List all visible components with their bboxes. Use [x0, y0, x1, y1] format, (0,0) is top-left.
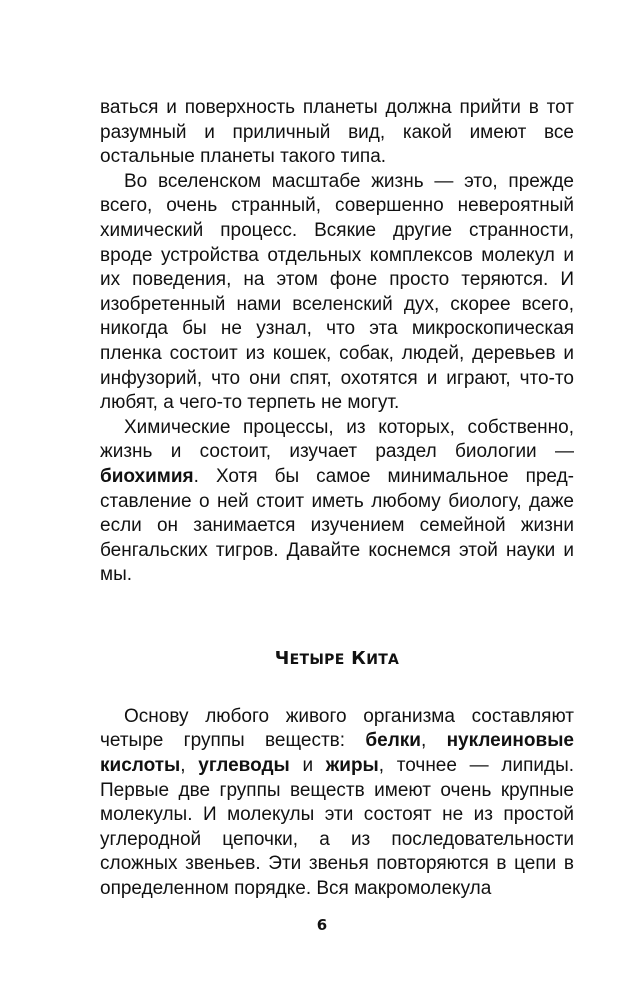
separator: и	[289, 755, 326, 777]
paragraph-universe	[100, 170, 574, 416]
paragraph-text: Химические процессы, из которых, собственно, жизнь и состоит, изучает раздел биологии —	[100, 416, 574, 463]
paragraph-four-groups	[100, 705, 574, 902]
paragraph-continuation	[100, 96, 574, 170]
heading-rest: ИТА	[366, 651, 400, 668]
section-heading	[100, 646, 574, 672]
paragraph-text: . Хотя бы самое минимальное представление о ней стоит иметь любому биологу, даже если он занимается изучением семейной жизни бенгальских тигров. Давайте коснемся этой науки и мы.	[100, 465, 574, 586]
paragraph-biochemistry	[100, 416, 574, 588]
paragraph-text: Во вселенском масштабе жизнь — это, прежде всего, очень странный, совершенно невероятный химический процесс. Всякие другие странности, вроде устройства отдельных комплексов молекул и их поведения, на этом фоне просто теряются. И изобретенный нами вселенский дух, скорее всего, никогда бы не узнал, что эта микроскопическая пленка состоит из кошек, собак, людей, деревьев и инфузорий, что они спят, охотятся и играют, что-то любят, а чего-то терпеть не могут.	[100, 170, 574, 414]
term-carbohydrates: углеводы	[198, 755, 290, 777]
term-biochemistry: биохимия	[100, 465, 194, 487]
term-nucleic-acids: нуклеиновые кислоты	[100, 730, 574, 777]
spacer	[100, 672, 574, 705]
paragraph-text: ваться и поверхность планеты должна прийти в тот разумный и приличный вид, какой имеют все остальные планеты такого типа.	[100, 97, 574, 168]
page-body	[100, 96, 574, 902]
paragraph-text: Основу любого живого организма составляют четыре группы веществ:	[100, 705, 574, 752]
paragraph-text: , точнее — липиды. Первые две группы веществ имеют очень крупные молекулы. И молекулы эти состоят не из простой углеродной цепочки, а из последовательности сложных звеньев. Эти звенья повторяются в цепи в определенном порядке. Вся макромолекула	[100, 755, 575, 900]
separator: ,	[180, 755, 199, 777]
heading-cap: Ч	[274, 647, 290, 669]
page-number: 6	[316, 916, 328, 934]
term-fats: жиры	[325, 755, 379, 777]
term-proteins: белки	[365, 730, 421, 752]
heading-cap: К	[351, 647, 367, 669]
separator: ,	[420, 730, 447, 752]
heading-rest: ЕТЫРЕ	[289, 651, 345, 668]
